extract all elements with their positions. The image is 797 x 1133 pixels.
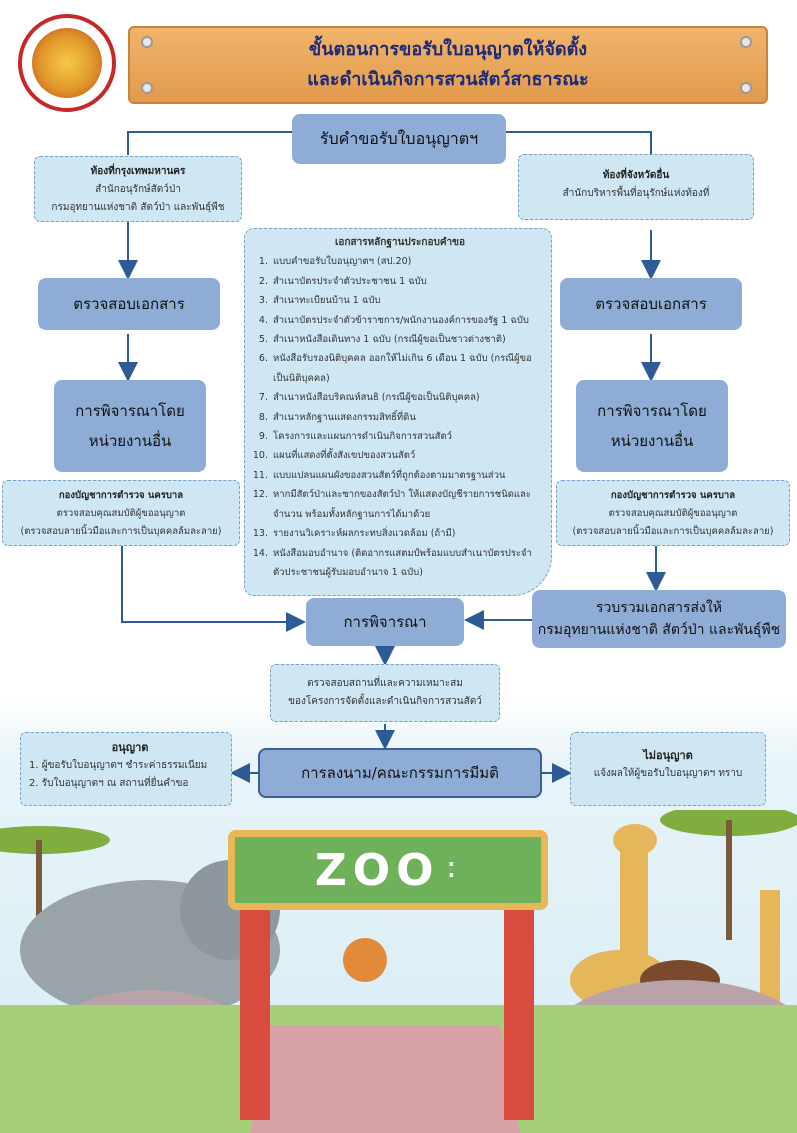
document-item: 1. แบบคำขอรับใบอนุญาตฯ (สป.20) (271, 252, 543, 271)
title-line-1: ขั้นตอนการขอรับใบอนุญาตให้จัดตั้ง (308, 39, 588, 60)
documents-list (257, 252, 543, 582)
right-check-docs-box (560, 278, 742, 330)
left-police-line-1: ตรวจสอบคุณสมบัติผู้ขออนุญาต (56, 508, 186, 519)
document-item: 3. สำเนาทะเบียนบ้าน 1 ฉบับ (271, 291, 543, 310)
document-item: 14. หนังสือมอบอำนาจ (ติดอากรแสตมป์พร้อมแบบสำเนาบัตรประจำตัวประชาชนผู้รับมอบอำนาจ 1 ฉบับ) (271, 544, 543, 583)
denied-text: แจ้งผลให้ผู้ขอรับใบอนุญาตฯ ทราบ (593, 768, 743, 779)
documents-heading: เอกสารหลักฐานประกอบคำขอ (335, 237, 465, 248)
receive-request-label: รับคำขอรับใบอนุญาตฯ (319, 129, 479, 148)
left-other-agency-line-2: หน่วยงานอื่น (88, 432, 172, 450)
approved-step-1: 1. ผู้ขอรับใบอนุญาตฯ ชำระค่าธรรมเนียม (29, 760, 208, 771)
province-office-heading: ท้องที่จังหวัดอื่น (602, 170, 670, 181)
right-police-heading: กองบัญชาการตำรวจ นครบาล (610, 490, 736, 501)
right-police-line-1: ตรวจสอบคุณสมบัติผู้ขออนุญาต (608, 508, 738, 519)
document-item: 10. แผนที่แสดงที่ตั้งสังเขปของสวนสัตว์ (271, 446, 543, 465)
left-police-heading: กองบัญชาการตำรวจ นครบาล (58, 490, 184, 501)
province-office-box (518, 154, 754, 220)
right-other-agency-box (576, 380, 728, 472)
collect-docs-line-1: รวบรวมเอกสารส่งให้ (596, 600, 722, 616)
consideration-box (306, 598, 464, 646)
collect-docs-line-2: กรมอุทยานแห่งชาติ สัตว์ป่า และพันธุ์พืช (537, 622, 781, 638)
site-inspection-box (270, 664, 500, 722)
approved-heading: อนุญาต (111, 741, 149, 754)
required-documents-box (244, 228, 552, 596)
right-other-agency-line-1: การพิจารณาโดย (597, 402, 707, 420)
document-item: 2. สำเนาบัตรประจำตัวประชาชน 1 ฉบับ (271, 272, 543, 291)
right-other-agency-line-2: หน่วยงานอื่น (610, 432, 694, 450)
left-police-line-2: (ตรวจสอบลายนิ้วมือและการเป็นบุคคลล้มละลาย) (20, 526, 222, 537)
document-item: 6. หนังสือรับรองนิติบุคคล ออกให้ไม่เกิน 6 เดือน 1 ฉบับ (กรณีผู้ขอเป็นนิติบุคคล) (271, 349, 543, 388)
gate-pillar-left (240, 900, 270, 1120)
document-item: 9. โครงการและแผนการดำเนินกิจการสวนสัตว์ (271, 427, 543, 446)
bangkok-office-line-1: สำนักอนุรักษ์สัตว์ป่า (95, 184, 181, 195)
document-item: 7. สำเนาหนังสือบริคณห์สนธิ (กรณีผู้ขอเป็นนิติบุคคล) (271, 388, 543, 407)
document-item: 5. สำเนาหนังสือเดินทาง 1 ฉบับ (กรณีผู้ขอเป็นชาวต่างชาติ) (271, 330, 543, 349)
site-inspection-line-2: ของโครงการจัดตั้งและดำเนินกิจการสวนสัตว์ (288, 696, 482, 707)
left-other-agency-line-1: การพิจารณาโดย (75, 402, 185, 420)
right-police-box (556, 480, 790, 546)
zoo-illustration (0, 810, 797, 1133)
bangkok-office-box (34, 156, 242, 222)
province-office-line-1: สำนักบริหารพื้นที่อนุรักษ์แห่งท้องที่ (562, 188, 710, 199)
left-check-docs-box (38, 278, 220, 330)
zoo-sign (228, 830, 548, 910)
left-other-agency-box (54, 380, 206, 472)
document-item: 13. รายงานวิเคราะห์ผลกระทบสิ่งแวดล้อม (ถ้ามี) (271, 524, 543, 543)
title-line-2: และดำเนินกิจการสวนสัตว์สาธารณะ (307, 69, 589, 90)
gate-pillar-right (504, 900, 534, 1120)
document-item: 8. สำเนาหลักฐานแสดงกรรมสิทธิ์ที่ดิน (271, 408, 543, 427)
approved-box (20, 732, 232, 806)
document-item: 11. แบบแปลนแผนผังของสวนสัตว์ที่ถูกต้องตามมาตรฐานส่วน (271, 466, 543, 485)
document-item: 4. สำเนาบัตรประจำตัวข้าราชการ/พนักงานองค์การของรัฐ 1 ฉบับ (271, 311, 543, 330)
bangkok-office-line-2: กรมอุทยานแห่งชาติ สัตว์ป่า และพันธุ์พืช (51, 202, 225, 213)
zoo-sign-text: ZOO (314, 844, 440, 896)
document-item: 12. หากมีสัตว์ป่าและซากของสัตว์ป่า ให้แสดงบัญชีรายการชนิดและจำนวน พร้อมทั้งหลักฐานการได้มาด้วย (271, 485, 543, 524)
paw-print-icon: ⁚ (447, 858, 462, 882)
denied-box (570, 732, 766, 806)
right-police-line-2: (ตรวจสอบลายนิ้วมือและการเป็นบุคคลล้มละลาย) (572, 526, 774, 537)
bangkok-office-heading: ท้องที่กรุงเทพมหานคร (90, 166, 186, 177)
right-check-docs-label: ตรวจสอบเอกสาร (595, 295, 707, 313)
receive-request-box (292, 114, 506, 164)
site-inspection-line-1: ตรวจสอบสถานที่และความเหมาะสม (307, 678, 463, 689)
left-check-docs-label: ตรวจสอบเอกสาร (73, 295, 185, 313)
signing-label: การลงนาม/คณะกรรมการมีมติ (301, 764, 499, 782)
approved-step-2: 2. รับใบอนุญาตฯ ณ สถานที่ยื่นคำขอ (29, 778, 189, 789)
denied-heading: ไม่อนุญาต (643, 749, 693, 762)
left-police-box (2, 480, 240, 546)
collect-docs-box (532, 590, 786, 648)
signing-box (258, 748, 542, 798)
consideration-label: การพิจารณา (343, 613, 427, 631)
